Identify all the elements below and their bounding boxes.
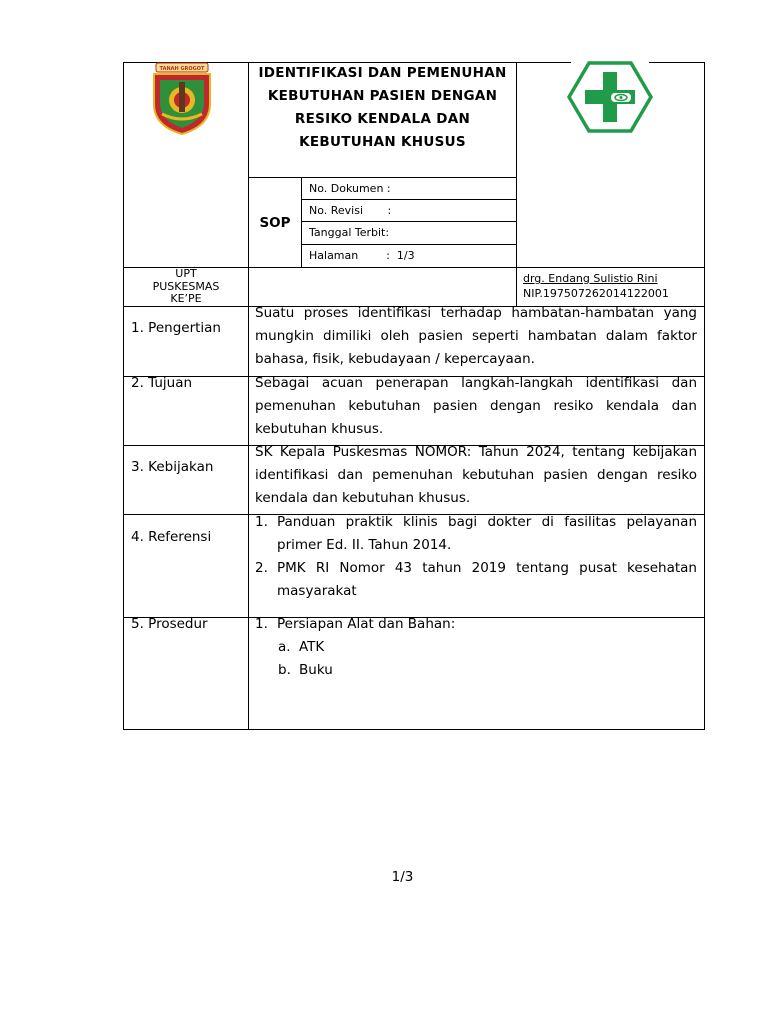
sop-label: SOP <box>259 214 291 231</box>
prosedur-list <box>255 613 697 682</box>
regency-emblem-banner: TANAH GROGOT <box>159 66 205 72</box>
section-text-kebijakan: SK Kepala Puskesmas NOMOR: Tahun 2024, tentang kebijakan identifikasi dan pemenuhan kebutuhan pasien dengan resiko kendala dan kebutuhan khusus. <box>255 444 697 506</box>
signatory-name: drg. Endang Sulistio Rini <box>523 272 658 285</box>
puskesmas-logo <box>567 58 653 136</box>
list-text: Buku <box>299 662 333 678</box>
meta-revision: No. Revisi : <box>309 204 392 217</box>
section-label-pengertian: 1. Pengertian <box>131 320 221 336</box>
meta-page: Halaman : 1/3 <box>309 249 415 262</box>
list-letter: b. <box>278 662 291 678</box>
list-letter: a. <box>278 639 291 655</box>
unit-name <box>124 268 248 306</box>
section-label-kebijakan: 3. Kebijakan <box>131 459 214 475</box>
list-item <box>255 557 697 603</box>
section-text-tujuan: Sebagai acuan penerapan langkah-langkah identifikasi dan pemenuhan kebutuhan pasien dengan resiko kendala dan kebutuhan khusus. <box>255 375 697 437</box>
list-item <box>255 511 697 557</box>
signatory-nip: NIP.197507262014122001 <box>523 287 669 300</box>
referensi-list <box>255 511 697 603</box>
document-title: IDENTIFIKASI DAN PEMENUHAN KEBUTUHAN PASIEN DENGAN RESIKO KENDALA DAN KEBUTUHAN KHUSUS <box>258 65 507 150</box>
sub-list-item <box>255 659 697 682</box>
sub-list-item <box>255 636 697 659</box>
section-label-tujuan: 2. Tujuan <box>131 375 193 391</box>
unit-line: KE’PE <box>170 292 202 305</box>
section-text-pengertian: Suatu proses identifikasi terhadap hambatan-hambatan yang mungkin dimiliki oleh pasien seperti hambatan dalam faktor bahasa, fisik, kebudayaan / kepercayaan. <box>255 305 697 367</box>
list-number: 1. <box>255 514 268 530</box>
unit-line: UPT <box>175 267 197 280</box>
section-label-referensi: 4. Referensi <box>131 529 212 545</box>
page-number: 1/3 <box>391 869 414 885</box>
meta-document-number: No. Dokumen : <box>309 182 391 195</box>
unit-line: PUSKESMAS <box>152 279 220 293</box>
list-text: Persiapan Alat dan Bahan: <box>277 616 456 632</box>
regency-emblem-logo <box>148 60 216 136</box>
list-text: Panduan praktik klinis bagi dokter di fasilitas pelayanan primer Ed. II. Tahun 2014. <box>277 514 697 553</box>
meta-issue-date: Tanggal Terbit: <box>309 226 390 239</box>
list-number: 1. <box>255 616 268 632</box>
list-text: ATK <box>299 639 325 655</box>
list-number: 2. <box>255 560 268 576</box>
list-item <box>255 613 697 636</box>
section-label-prosedur: 5. Prosedur <box>131 616 208 632</box>
list-text: PMK RI Nomor 43 tahun 2019 tentang pusat kesehatan masyarakat <box>277 560 697 599</box>
